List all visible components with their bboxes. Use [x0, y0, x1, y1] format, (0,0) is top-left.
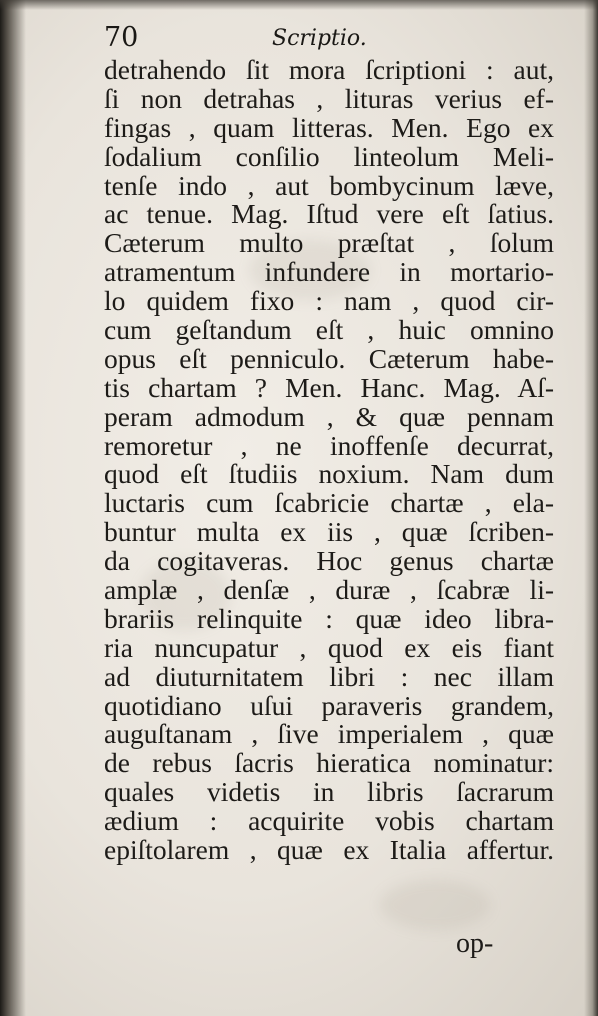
page-edge-right — [584, 0, 598, 1016]
text-line: fingas , quam litteras. Men. Ego ex — [104, 111, 554, 143]
text-line: epiſtolarem , quæ ex Italia affertur. — [104, 834, 554, 866]
text-line: tenſe indo , aut bombycinum læve, — [104, 169, 554, 201]
catchword: op- — [456, 928, 494, 959]
text-line: quotidiano uſui paraveris grandem, — [104, 689, 554, 721]
page-edge-top — [0, 0, 598, 10]
paper-stain — [380, 880, 490, 930]
text-line: buntur multa ex iis , quæ ſcriben- — [104, 516, 554, 548]
running-head: Scriptio. — [272, 26, 367, 51]
text-line: amplæ , denſæ , duræ , ſcabræ li- — [104, 574, 554, 606]
text-line: lo quidem fixo : nam , quod cir- — [104, 285, 554, 317]
text-line: atramentum infundere in mortario- — [104, 256, 554, 288]
text-line: ſi non detrahas , lituras verius ef- — [104, 82, 554, 114]
text-line: de rebus ſacris hieratica nominatur: — [104, 747, 554, 779]
text-line: remoretur , ne inoffenſe decurrat, — [104, 429, 554, 461]
binding-shadow — [0, 0, 26, 1016]
text-line: peram admodum , & quæ pennam — [104, 400, 554, 432]
page-number: 70 — [104, 22, 139, 53]
text-line: ac tenue. Mag. Iſtud vere eſt ſatius. — [104, 198, 554, 230]
text-line: cum geſtandum eſt , huic omnino — [104, 314, 554, 346]
text-line: ſodalium conſilio linteolum Meli- — [104, 140, 554, 172]
text-line: ria nuncupatur , quod ex eis fiant — [104, 631, 554, 663]
text-line: brariis relinquite : quæ ideo libra- — [104, 602, 554, 634]
text-line: quod eſt ſtudiis noxium. Nam dum — [104, 458, 554, 490]
text-line: auguſtanam , ſive imperialem , quæ — [104, 718, 554, 750]
text-line: tis chartam ? Men. Hanc. Mag. Aſ- — [104, 371, 554, 403]
text-line: opus eſt penniculo. Cæterum habe- — [104, 342, 554, 374]
text-line: luctaris cum ſcabricie chartæ , ela- — [104, 487, 554, 519]
text-line: detrahendo ſit mora ſcriptioni : aut, — [104, 54, 554, 85]
text-line: ad diuturnitatem libri : nec illam — [104, 660, 554, 692]
text-line: quales videtis in libris ſacrarum — [104, 776, 554, 808]
text-line: ædium : acquirite vobis chartam — [104, 805, 554, 837]
text-line: da cogitaveras. Hoc genus chartæ — [104, 545, 554, 577]
body-text — [104, 56, 554, 865]
text-line: Cæterum multo præſtat , ſolum — [104, 227, 554, 259]
